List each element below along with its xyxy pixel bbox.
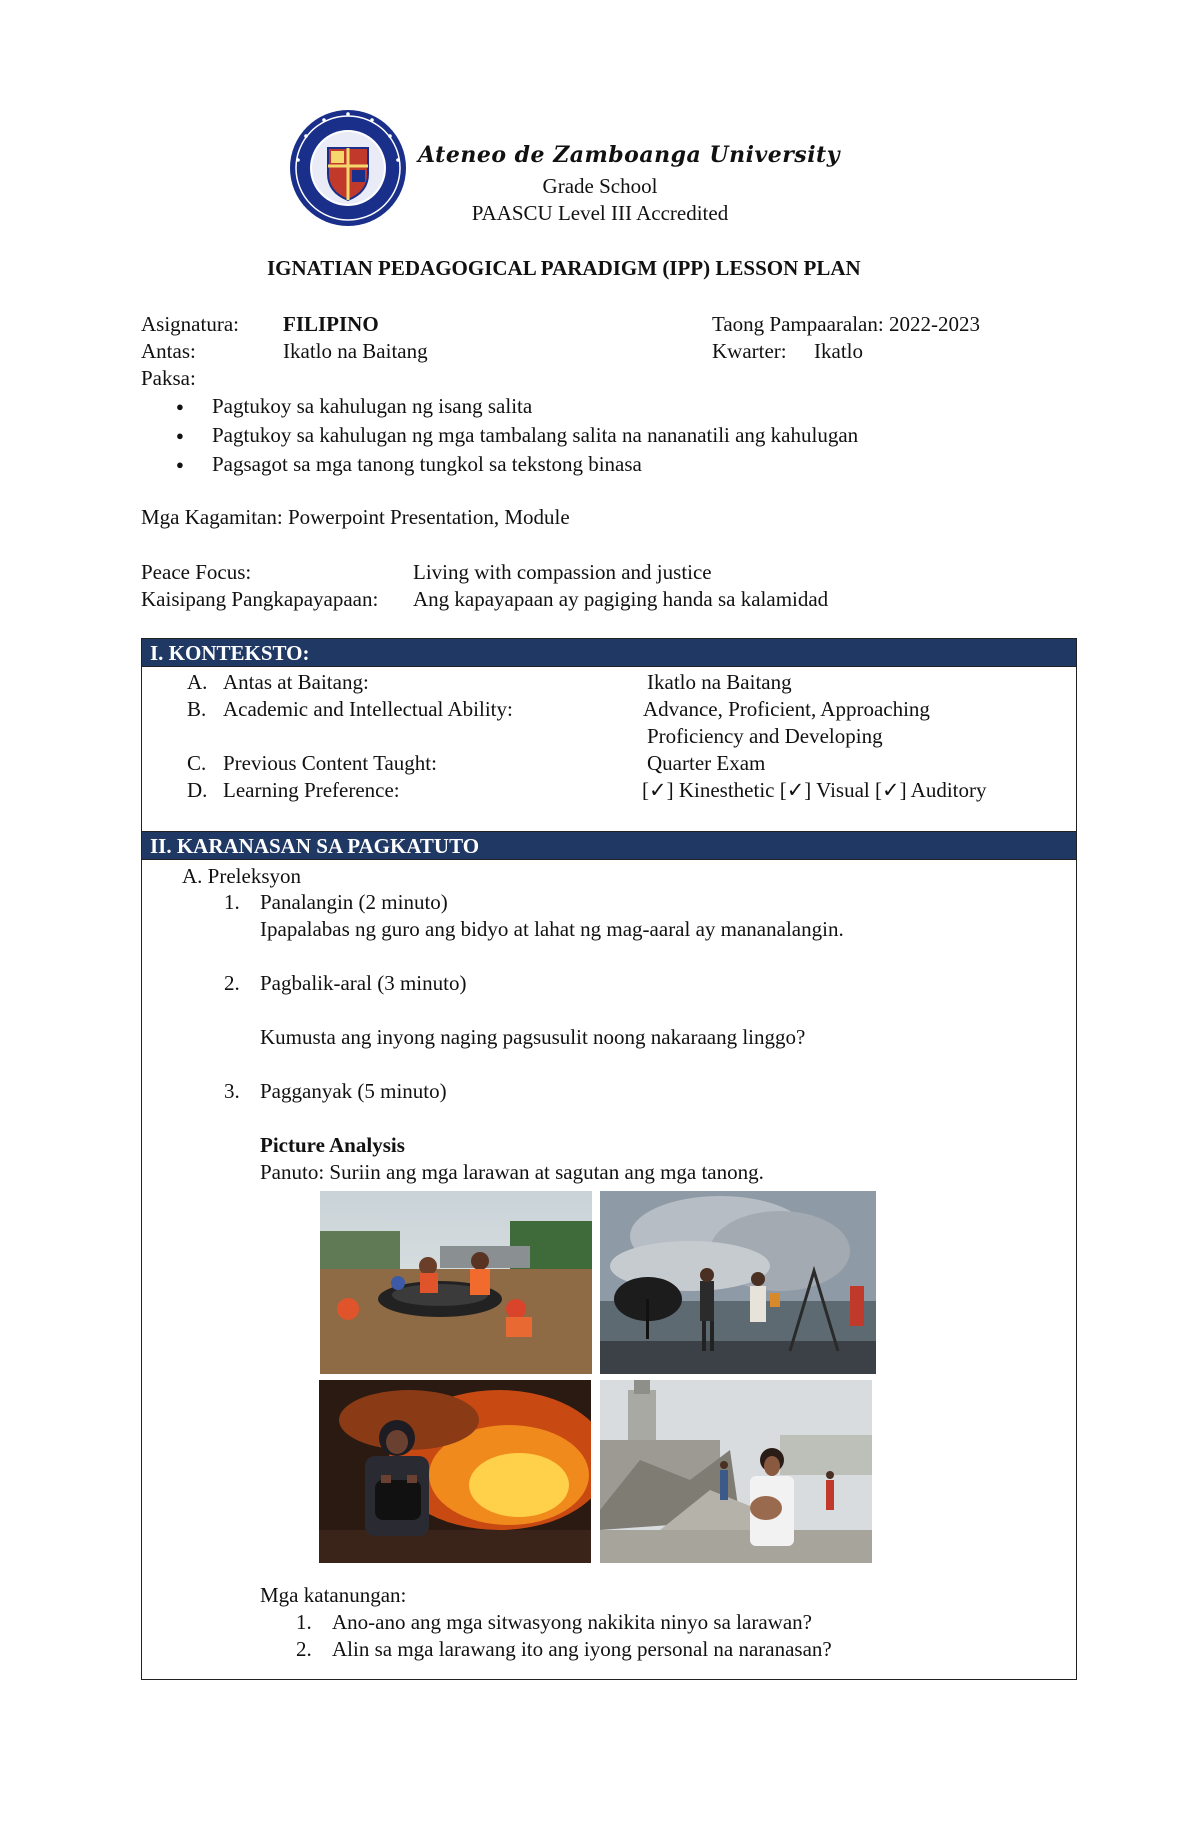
flood-rescue-photo [320,1191,592,1374]
topic-list [176,392,858,479]
kaisipang-label: Kaisipang Pangkapayapaan: [141,587,379,611]
section-preleksyon: A. Preleksyon [182,864,301,888]
peace-focus-value: Living with compassion and justice [413,560,712,584]
list-item: ● Pagtukoy sa kahulugan ng mga tambalang salita na nananatili ang kahulugan [176,421,858,450]
katanungan-label: Mga katanungan: [260,1583,407,1607]
konteksto-table [141,638,1077,832]
row-label: Antas at Baitang: [223,670,369,694]
panuto-text: Panuto: Suriin ang mga larawan at sagutan ang mga tanong. [260,1160,764,1184]
antas-value: Ikatlo na Baitang [283,339,428,363]
karanasan-heading: II. KARANASAN SA PAGKATUTO [142,832,1076,860]
row-label: Academic and Intellectual Ability: [223,697,513,721]
university-name: Ateneo de Zamboanga University [418,142,840,168]
item-detail: Ipapalabas ng guro ang bidyo at lahat ng mag-aaral ay mananalangin. [260,917,844,941]
kwarter-label: Kwarter: [712,339,787,363]
item-number: 3. [224,1079,240,1103]
row-value: Quarter Exam [647,751,766,775]
row-value-continued: Proficiency and Developing [647,724,883,748]
item-title: Pagbalik-aral (3 minuto) [260,971,467,995]
row-label: Previous Content Taught: [223,751,437,775]
kaisipang-value: Ang kapayapaan ay pagiging handa sa kalamidad [413,587,829,611]
item-detail: Kumusta ang inyong naging pagsusulit noong nakaraang linggo? [260,1025,806,1049]
item-title: Panalangin (2 minuto) [260,890,448,914]
item-title: Pagganyak (5 minuto) [260,1079,447,1103]
item-number: 2. [224,971,240,995]
fire-disaster-photo [319,1380,591,1563]
row-value: Advance, Proficient, Approaching [643,697,930,721]
asignatura-value: FILIPINO [283,312,379,336]
row-label: Learning Preference: [223,778,400,802]
accreditation-text: PAASCU Level III Accredited [471,201,729,225]
row-value: Ikatlo na Baitang [647,670,792,694]
document-title: IGNATIAN PEDAGOGICAL PARADIGM (IPP) LESSON PLAN [267,256,861,280]
list-item: ● Pagsagot sa mga tanong tungkol sa tekstong binasa [176,450,858,479]
picture-analysis-heading: Picture Analysis [260,1133,405,1157]
antas-label: Antas: [141,339,196,363]
row-letter: D. [187,778,208,802]
school-name: Grade School [542,174,658,198]
row-letter: B. [187,697,207,721]
question-text: Ano-ano ang mga sitwasyong nakikita ninyo sa larawan? [332,1610,812,1634]
asignatura-label: Asignatura: [141,312,239,336]
question-number: 2. [296,1637,312,1661]
paksa-label: Paksa: [141,366,196,390]
learning-preference-checks: [✓] Kinesthetic [✓] Visual [✓] Auditory [642,778,987,802]
kwarter-value: Ikatlo [814,339,863,363]
question-number: 1. [296,1610,312,1634]
question-text: Alin sa mga larawang ito ang iyong personal na naranasan? [332,1637,832,1661]
item-number: 1. [224,890,240,914]
materials-text: Mga Kagamitan: Powerpoint Presentation, Module [141,505,570,529]
row-letter: A. [187,670,208,694]
university-seal-logo [288,108,408,228]
school-year: Taong Pampaaralan: 2022-2023 [712,312,980,336]
konteksto-heading: I. KONTEKSTO: [142,639,1076,667]
earthquake-ruins-photo [600,1380,872,1563]
volcano-evacuation-photo [600,1191,876,1374]
peace-focus-label: Peace Focus: [141,560,252,584]
list-item: ● Pagtukoy sa kahulugan ng isang salita [176,392,858,421]
row-letter: C. [187,751,207,775]
karanasan-table [141,831,1077,1680]
